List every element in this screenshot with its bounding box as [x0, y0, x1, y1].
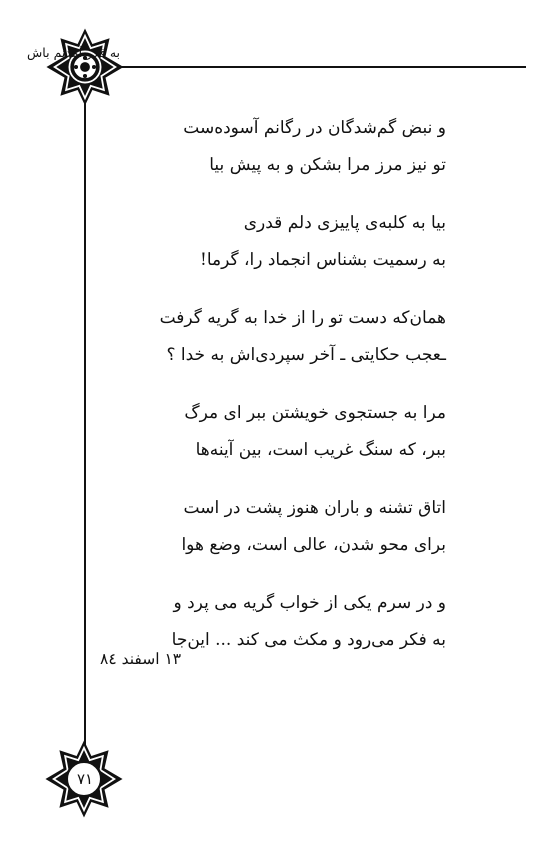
- poem-line: بیا به کلبه‌ی پاییزی دلم قدری: [243, 213, 446, 233]
- poem-line: ـعجب حکایتی ـ آخر سپردی‌اش به خدا ؟: [166, 345, 446, 365]
- poem-line: تو نیز مرز مرا بشکن و به پیش بیا: [209, 155, 446, 175]
- poem-line: همان‌که دست تو را از خدا به گریه گرفت: [159, 308, 446, 328]
- poem-line: و نبض گم‌شدگان در رگانم آسوده‌ست: [183, 118, 446, 138]
- page-number: ۷۱: [76, 770, 94, 788]
- poem-line: به رسمیت بشناس انجماد را، گرما!: [200, 250, 446, 270]
- poem-line: ببر، که سنگ غریب است، بین آینه‌ها: [195, 440, 446, 460]
- poem-line: برای محو شدن، عالی است، وضع هوا: [181, 535, 446, 555]
- stanza: [66, 395, 446, 469]
- poem-date: ۱۳ اسفند ۸٤: [100, 650, 182, 668]
- poem-line: مرا به جستجوی خویشتن ببر ای مرگ: [184, 403, 446, 423]
- poem-body: [66, 110, 446, 680]
- header-rule: [110, 66, 526, 68]
- rosette-ornament-icon: [44, 26, 126, 108]
- poem-line: و در سرم یکی از خواب گریه می پرد و: [173, 593, 446, 613]
- running-head: به فکر آمدنم باش: [27, 45, 120, 60]
- poem-line: به فکر می‌رود و مکث می کند ... این‌جا: [171, 630, 446, 650]
- stanza: [66, 205, 446, 279]
- stanza: [66, 490, 446, 564]
- poem-line: اتاق تشنه و باران هنوز پشت در است: [183, 498, 446, 518]
- stanza: [66, 300, 446, 374]
- stanza: [66, 110, 446, 184]
- stanza: [66, 585, 446, 659]
